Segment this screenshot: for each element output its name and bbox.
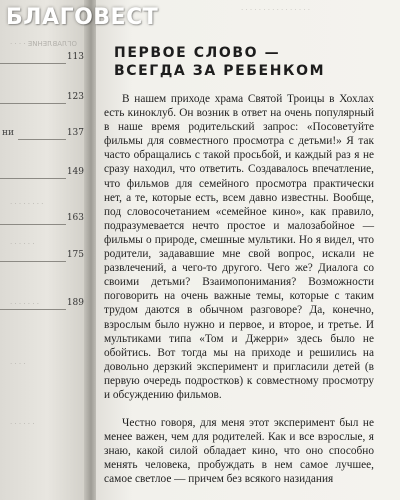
chapter-title-line-2: ВСЕГДА ЗА РЕБЕНКОМ: [114, 63, 326, 79]
left-page-toc: [0, 0, 86, 500]
toc-entry: [0, 128, 86, 142]
toc-entry: [0, 250, 86, 264]
toc-page-number: 113: [66, 52, 84, 62]
body-text: [104, 92, 374, 487]
toc-entry: [0, 167, 86, 181]
toc-page-number: 137: [66, 128, 84, 138]
toc-page-number: 123: [66, 92, 84, 102]
toc-entry: [0, 92, 86, 106]
toc-page-number: 175: [66, 250, 84, 260]
toc-entry: [0, 298, 86, 312]
toc-leader-line: [0, 224, 66, 225]
toc-entry-text: ни: [2, 128, 14, 138]
bleed-through-text: ОГЛАВЛЕНИЕ · · · ·: [10, 40, 78, 48]
toc-page-number: 189: [66, 298, 84, 308]
chapter-title-line-1: ПЕРВОЕ СЛОВО —: [114, 45, 281, 61]
toc-leader-line: [0, 309, 66, 310]
toc-leader-line: [0, 261, 66, 262]
toc-leader-line: [0, 63, 66, 64]
bleed-through-header: · · · · · · · · · · · · · · · ·: [241, 6, 310, 14]
paragraph: В нашем приходе храма Святой Троицы в Хохлах есть киноклуб. Он возник в ответ на очень популярный в наше время родительский запрос: «Посоветуйте фильмы для совместного просмотра с детьми!» Я так часто обращались с такой просьбой, и каждый раз я не сразу находил, что ответить. Создавалось впечатление, что фильмов для семейного просмотра практически нет, а те, которые есть, всем давно известны. Вообще, под словосочетанием «семейное кино», как правило, подразумевается нечто простое и малозабойное — фильмы о природе, смешные мультики. Но я видел, что родители, задававшие мне свой вопрос, искали не развлечений, а чего-то другого. Чего же? Диалога со своими детьми? Взаимопонимания? Возможности поговорить на очень важные темы, которые с таким трудом даются в обычном разговоре? Да, конечно, взрослым было нужно и первое, и второе, и третье. И мультиками типа «Том и Джерри» здесь было не обойтись. Вот тогда мы на приходе и решились на довольно дерзкий эксперимент и пригласили детей (в первую очередь подростков) к совместному просмотру и обсуждению фильмов.: [104, 93, 374, 401]
toc-leader-line: [18, 139, 66, 140]
toc-page-number: 163: [66, 213, 84, 223]
chapter-title: [114, 44, 364, 80]
bleed-through-text: · · · · · · · ·: [10, 200, 44, 208]
toc-leader-line: [0, 103, 66, 104]
bleed-through-text: · · · · · ·: [10, 240, 35, 248]
paragraph: Честно говоря, для меня этот эксперимент был не менее важен, чем для родителей. Как и все взрослые, я знаю, какой силой обладает кино, что оно способно менять человека, пробуждать в нем самое лучшее, самое светлое — причем без всякого назидания: [104, 417, 374, 486]
toc-entry: [0, 213, 86, 227]
bleed-through-text: · · · · · · ·: [10, 300, 39, 308]
toc-page-number: 149: [66, 167, 84, 177]
bleed-through-text: · · · · · ·: [10, 420, 35, 428]
bleed-through-text: · · · ·: [10, 360, 26, 368]
toc-entry: [0, 52, 86, 66]
store-watermark: БЛАГОВЕСТ: [6, 5, 159, 30]
toc-leader-line: [0, 178, 66, 179]
